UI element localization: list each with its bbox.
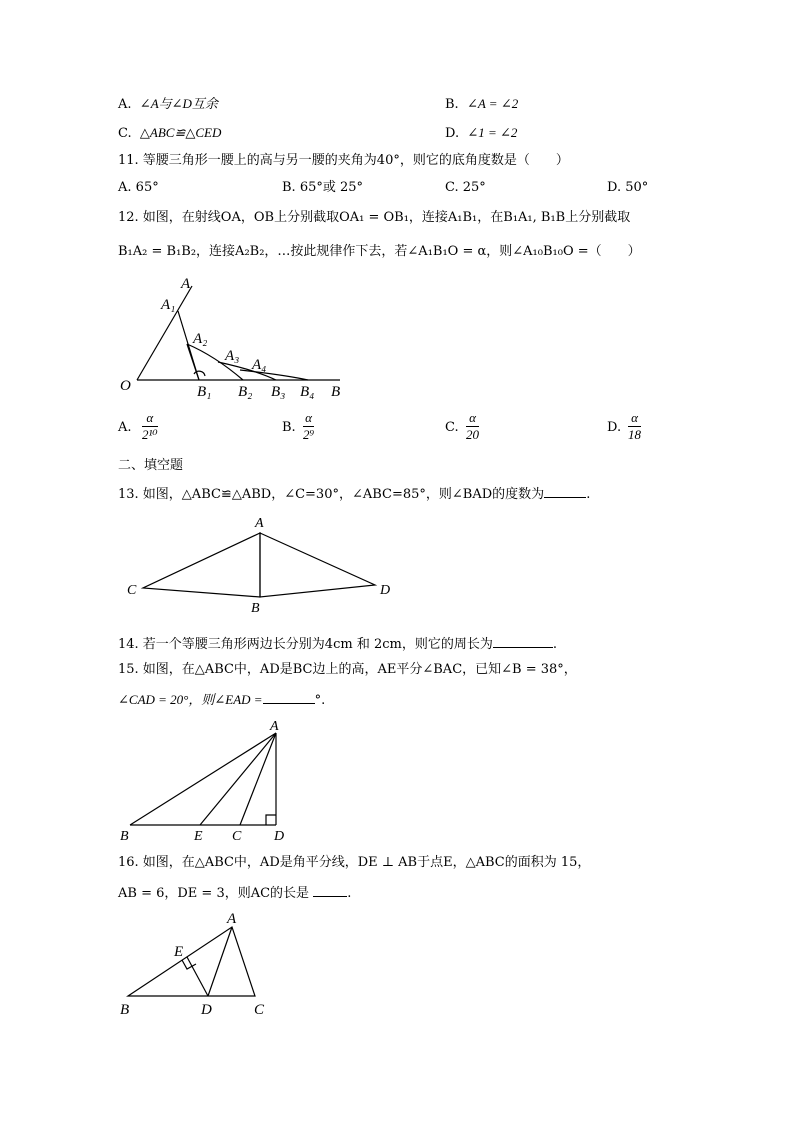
- label-b: B: [120, 829, 129, 844]
- option-text: △ABC≌△CED: [139, 125, 222, 140]
- fraction-numerator: α: [142, 410, 158, 427]
- option-text: ∠A与∠D互余: [139, 96, 218, 111]
- q12-stem-line2: B₁A₂ = B₁B₂，连接A₂B₂，…按此规律作下去，若∠A₁B₁O = α，则∠A₁₀B₁₀O =（ ）: [118, 244, 641, 259]
- q15-stem-line1: 15. 如图，在△ABC中，AD是BC边上的高，AE平分∠BAC，已知∠B = 38°，: [118, 662, 577, 677]
- label-a2: A₂: [193, 331, 208, 347]
- option-label: C.: [445, 180, 459, 195]
- perpendicular-de: [187, 957, 208, 996]
- option-text: ∠1 = ∠2: [467, 125, 518, 140]
- option-label: D.: [445, 126, 460, 141]
- bisector-ad: [208, 927, 232, 996]
- q12-stem-line1: 12. 如图，在射线OA，OB上分别截取OA₁ = OB₁，连接A₁B₁，在B₁A₁, B₁B上分别截取: [118, 210, 631, 225]
- option-text: 50°: [625, 180, 649, 195]
- q15-stem-end: °.: [314, 693, 326, 708]
- fraction-numerator: α: [628, 410, 641, 427]
- section-title: 二、填空题: [118, 458, 184, 473]
- label-a: A: [227, 911, 237, 927]
- label-c: C: [232, 829, 242, 844]
- q14-stem-text: 14. 若一个等腰三角形两边长分别为4cm 和 2cm，则它的周长为: [118, 637, 493, 652]
- q12-option-b-label: B.: [282, 420, 296, 435]
- option-text: 65°或 25°: [299, 180, 364, 195]
- option-text: 65°: [135, 180, 159, 195]
- label-a: A: [270, 719, 279, 734]
- q16-stem-line1: 16. 如图，在△ABC中，AD是角平分线，DE ⊥ AB于点E，△ABC的面积为 15，: [118, 855, 591, 870]
- fraction-denominator: 2⁹: [303, 427, 315, 442]
- label-b4: B₄: [300, 384, 315, 400]
- option-label: D.: [607, 180, 622, 195]
- q12-option-d-label: D.: [607, 420, 622, 435]
- label-b: B: [251, 601, 260, 616]
- q12-option-c-label: C.: [445, 420, 459, 435]
- label-c: C: [127, 583, 137, 598]
- label-a: A: [255, 516, 264, 531]
- label-a: A: [181, 276, 191, 292]
- fraction-numerator: α: [303, 410, 314, 427]
- label-b1: B₁: [197, 384, 212, 400]
- option-text: ∠A = ∠2: [466, 96, 519, 111]
- option-label: A.: [118, 97, 132, 112]
- label-a4: A₄: [252, 357, 267, 373]
- triangle-abc: [128, 927, 255, 996]
- fraction-denominator: 2¹⁰: [142, 427, 158, 442]
- q13-stem-text: 13. 如图，△ABC≌△ABD，∠C=30°，∠ABC=85°，则∠BAD的度数为: [118, 487, 545, 502]
- label-d: D: [380, 583, 391, 598]
- option-label: C.: [118, 126, 132, 141]
- label-b: B: [120, 1002, 130, 1018]
- fraction-numerator: α: [466, 410, 479, 427]
- label-e: E: [194, 829, 203, 844]
- fraction-denominator: 20: [466, 427, 479, 442]
- label-e: E: [174, 944, 184, 960]
- q13-stem-end: .: [586, 487, 591, 502]
- label-b: B: [331, 384, 341, 400]
- label-b3: B₃: [271, 384, 286, 400]
- q16-stem-text: AB = 6，DE = 3，则AC的长是: [118, 886, 310, 901]
- label-c: C: [254, 1002, 265, 1018]
- q16-stem-end: .: [347, 886, 352, 901]
- label-a1: A₁: [161, 297, 176, 313]
- q15-stem-text: ∠CAD = 20°，则∠EAD =: [118, 692, 263, 707]
- q11-stem: 11. 等腰三角形一腰上的高与另一腰的夹角为40°，则它的底角度数是（ ）: [118, 153, 569, 168]
- q14-stem-end: .: [552, 637, 557, 652]
- label-d: D: [274, 829, 285, 844]
- option-text: 25°: [462, 180, 486, 195]
- label-a3: A₃: [225, 348, 240, 364]
- option-label: A.: [118, 180, 132, 195]
- option-label: B.: [282, 180, 296, 195]
- fraction-denominator: 18: [628, 427, 641, 442]
- q12-option-a-label: A.: [118, 420, 132, 435]
- option-label: B.: [445, 97, 459, 112]
- label-d: D: [201, 1002, 212, 1018]
- label-b2: B₂: [238, 384, 253, 400]
- label-o: O: [120, 378, 131, 394]
